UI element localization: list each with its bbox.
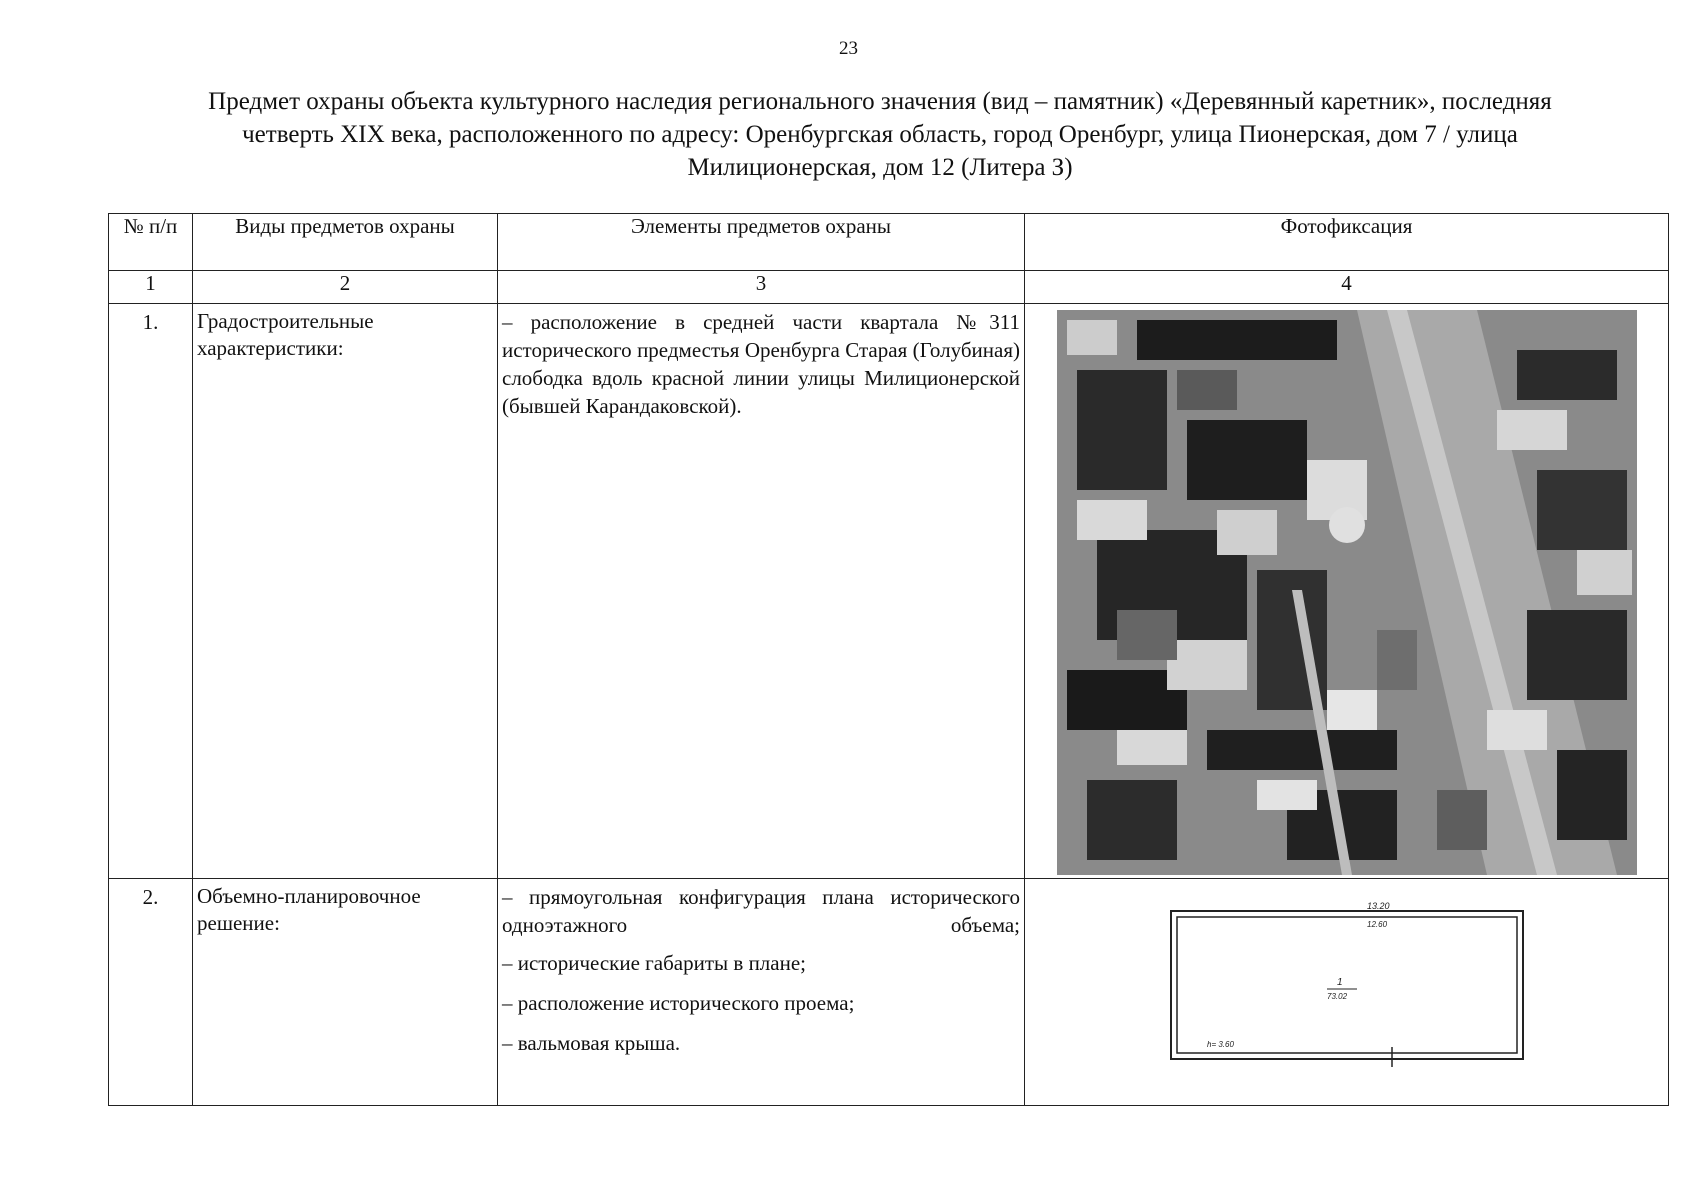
plan-room-area: 73.02: [1326, 992, 1347, 1001]
column-number: 4: [1025, 271, 1669, 304]
column-number: 3: [498, 271, 1025, 304]
element-item: – прямоугольная конфигурация плана исторического одноэтажного объема;: [502, 885, 1020, 937]
title-line-2: четверть XIX века, расположенного по адресу: Оренбургская область, город Оренбург, улица Пионерская, дом 7 / улица: [242, 121, 1518, 148]
plan-room-number: 1: [1336, 977, 1343, 988]
header-photo: Фотофиксация: [1025, 214, 1669, 271]
protection-table: [108, 213, 1669, 1106]
header-num: № п/п: [109, 214, 193, 271]
header-elements: Элементы предметов охраны: [498, 214, 1025, 271]
element-item: – расположение исторического проема;: [502, 991, 855, 1015]
protection-elements: [498, 879, 1025, 1106]
protection-elements: [498, 304, 1025, 879]
photo-cell: [1025, 879, 1669, 1106]
element-item: – расположение в средней части квартала №311 исторического предместья Оренбурга Старая (Голубиная) слободка вдоль красной линии улицы Милиционерской (бывшей Карандаковской).: [502, 310, 1020, 418]
title-line-1: Предмет охраны объекта культурного наследия регионального значения (вид – памятник) «Деревянный каретник», последняя: [208, 88, 1552, 115]
column-number: 2: [193, 271, 498, 304]
document-title: [110, 85, 1650, 184]
header-types: Виды предметов охраны: [193, 214, 498, 271]
table-row: [109, 879, 1669, 1106]
title-line-3: Милиционерская, дом 12 (Литера З): [687, 154, 1073, 181]
page-number: 23: [839, 38, 858, 59]
column-number: 1: [109, 271, 193, 304]
row-number: 1.: [109, 304, 193, 879]
header-row: [109, 214, 1669, 271]
element-item: – вальмовая крыша.: [502, 1031, 681, 1055]
aerial-photo: [1057, 310, 1637, 875]
column-number-row: [109, 271, 1669, 304]
table-row: [109, 304, 1669, 879]
protection-type: Объемно-планировочное решение:: [193, 879, 498, 1106]
protection-type: Градостроительные характеристики:: [193, 304, 498, 879]
photo-cell: [1025, 304, 1669, 879]
row-number: 2.: [109, 879, 193, 1106]
element-item: – исторические габариты в плане;: [502, 951, 806, 975]
floor-plan-drawing: [1167, 897, 1527, 1067]
plan-height: h= 3.60: [1206, 1040, 1234, 1049]
plan-outer-dimension: 13.20: [1366, 901, 1390, 911]
plan-inner-dimension: 12.60: [1366, 920, 1387, 929]
